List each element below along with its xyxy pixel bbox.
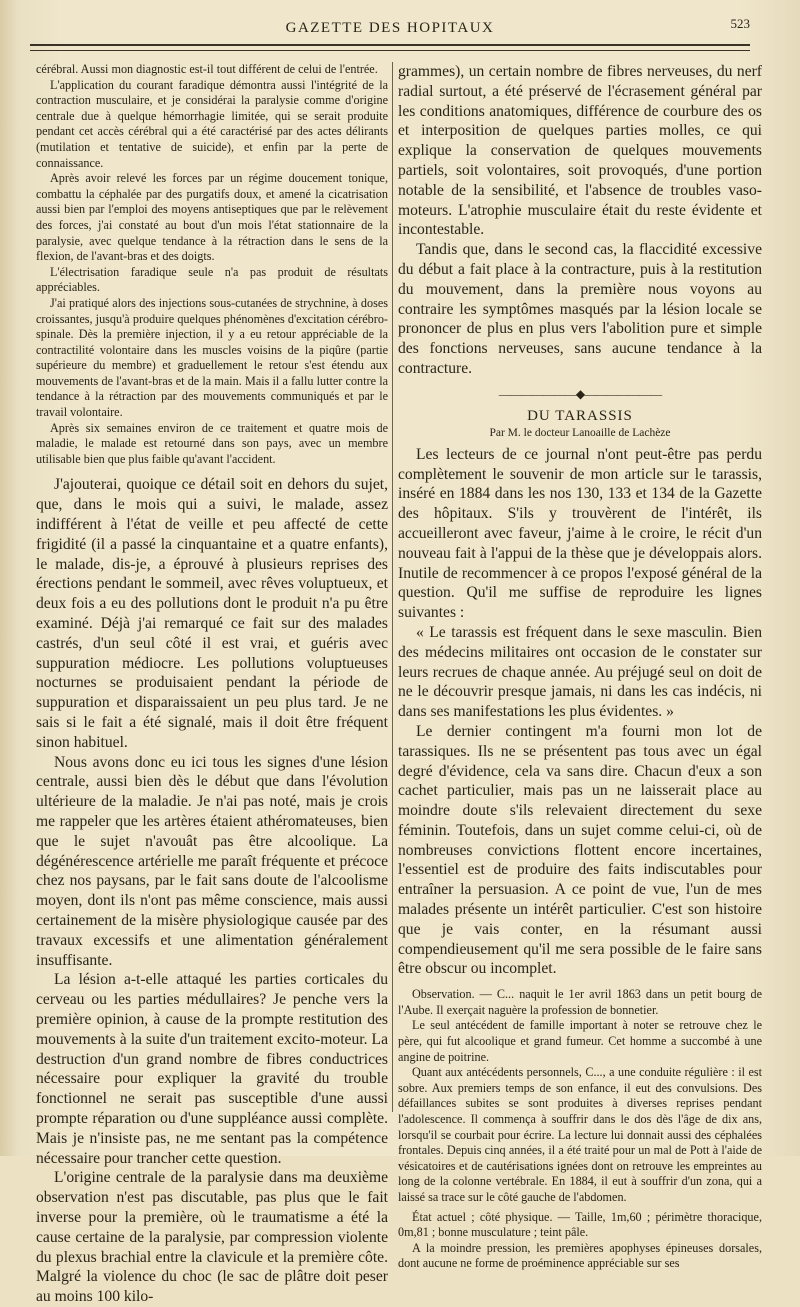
paragraph: grammes), un certain nombre de fibres nerveuses, du nerf radial surtout, a été préservé de l'écrasement général par les conditions anatomiques, différence de courbure des os et interposition de quelques parties molles, ce qui explique la conservation de quelques mouvements partiels, soit volontaires, soit provoqués, d'une portion notable de la sensibilité, et l'absence de troubles vaso-moteurs. L'atrophie musculaire était du reste évidente et incontestable. [398, 63, 762, 239]
paragraph: La lésion a-t-elle attaqué les parties corticales du cerveau ou les parties médullaires? Je penche vers la première opinion, à cause de la prompte restitution des mouvements à la suite d'un traitement excito-moteur. La destruction d'un grand nombre de fibres conductrices nécessaire pour expliquer la gravité du trouble fonctionnel ne serait pas susceptible d'une aussi prompte réparation ou d'une suppléance aussi complète. Mais je n'insiste pas, ne me sentant pas la compétence nécessaire pour trancher cette question. [36, 971, 388, 1167]
paragraph: L'origine centrale de la paralysie dans ma deuxième observation n'est pas discutable, pas plus que le fait inverse pour la première, où le traumatisme a été la cause certaine de la paralysie, par compression violente du plexus brachial entre la clavicule et la première côte. Malgré la violence du choc (le sac de plâtre doit peser au moins 100 kilo- [36, 1169, 388, 1306]
right-article-text [398, 445, 762, 980]
paragraph: Observation. — C... naquit le 1er avril 1863 dans un petit bourg de l'Aube. Il exerçait naguère la profession de bonnetier. [398, 987, 762, 1017]
paragraph: A la moindre pression, les premières apophyses épineuses dorsales, dont aucune ne forme de proéminence appréciable sur ses [398, 1240, 762, 1271]
paragraph: Le dernier contingent m'a fourni mon lot de tarassiques. Ils ne se présentent pas tous avec un égal degré d'évidence, cela va sans dire. Chacun d'eux a son cachet particulier, mais pas un ne laisserait place au moindre doute s'ils relevaient directement du sexe féminin. Toutefois, dans un sujet comme celui-ci, où de nombreuses convictions flottent encore incertaines, l'essentiel est de produire des faits indiscutables pour entraîner la persuasion. A ce point de vue, l'un de mes malades présente un intérêt particulier. C'est son histoire que je vais conter, en la résumant aussi compendieusement qu'il me sera possible de le faire sans être obscur ou incomplet. [398, 722, 762, 978]
paragraph: Nous avons donc eu ici tous les signes d'une lésion centrale, aussi bien dès le début que dans l'évolution ultérieure de la maladie. Je n'ai pas noté, mais je crois me rappeler que les artères étaient athéromateuses, bien que le sujet n'avouât pas être alcoolique. La dégénérescence artérielle me paraît fréquente et précoce chez nos paysans, par le fait sans doute de l'alcoolisme moyen, dont ils n'ont pas même conscience, mais aussi certainement de la misère physiologique causée par des travaux excessifs et une alimentation généralement insuffisante. [36, 753, 388, 969]
header-rule [30, 44, 750, 46]
column-divider [392, 62, 393, 1112]
paragraph: Quant aux antécédents personnels, C..., a une conduite régulière : il est sobre. Aux premiers temps de son enfance, il eut des convulsions. Des défaillances subites se sont produites à diverses reprises pendant l'adolescence. Il commença à souffrir dans le dos dès l'âge de dix ans, lorsqu'il se courbait pour écrire. La lecture lui donnait aussi des céphalées frontales. Depuis cinq années, il a été traité pour un mal de Pott à l'aide de vésicatoires et de cautérisations ignées dont on retrouve les empreintes au long de la colonne vertébrale. En 1884, il eut à souffrir d'un zona, qui a laissé sa trace sur le côté gauche de l'abdomen. [398, 1065, 762, 1204]
paragraph: Après six semaines environ de ce traitement et quatre mois de maladie, le malade est retourné dans son pays, avec un membre utilisable bien que plus faible qu'avant l'accident. [36, 420, 388, 466]
paragraph: L'application du courant faradique démontra aussi l'intégrité de la contraction musculaire, et je considérai la paralysie comme d'origine centrale due à quelque hémorrhagie limitée, qui se serait produite pendant cet accès cérébral qui a été caractérisé par des actes délirants (mutilation et tentative de suicide), et enfin par la perte de connaissance. [36, 77, 388, 170]
paragraph: État actuel ; côté physique. — Taille, 1m,60 ; périmètre thoracique, 0m,81 ; bonne musculature ; teint pâle. [398, 1209, 762, 1240]
left-large-text [36, 475, 388, 1306]
header-rule-thin [30, 50, 750, 51]
left-column [36, 62, 388, 1307]
paragraph: J'ai pratiqué alors des injections sous-cutanées de strychnine, à doses croissantes, jusqu'à produire quelques phénomènes d'excitation cérébro-spinale. Dès la première injection, il y a eu retour appréciable de la contractilité volontaire dans les muscles voisins de la piqûre (partie supérieure du membre) et graduellement le retour s'est étendu aux mouvements de l'avant-bras et de la main. Mais il a fallu lutter contre la tendance à la rétraction par des mouvements communiqués et par le travail volontaire. [36, 295, 388, 420]
journal-title: GAZETTE DES HOPITAUX [285, 20, 495, 36]
right-top-text [398, 62, 762, 379]
right-column [398, 62, 762, 1272]
article-byline: Par M. le docteur Lanoaille de Lachèze [489, 426, 671, 439]
page-number: 523 [730, 16, 750, 31]
observation-text [398, 987, 762, 1272]
paragraph: cérébral. Aussi mon diagnostic est-il tout différent de celui de l'entrée. [36, 62, 378, 76]
paragraph: « Le tarassis est fréquent dans le sexe masculin. Bien des médecins militaires ont occasion de le constater sur leurs recrues de chaque année. Au préjugé seul on doit de ne le découvrir presque jamais, ni dans les cas indécis, ni dans ses manifestations les plus évidentes. » [398, 623, 762, 721]
article-title: DU TARASSIS [527, 407, 633, 424]
paragraph: Après avoir relevé les forces par un régime doucement tonique, combattu la céphalée par des purgatifs doux, et amené la cicatrisation aussi bien par l'emploi des moyens antiseptiques que par le relèvement des forces, j'ai constaté au bout d'un mois l'état stationnaire de la paralysie, avec quelque tendance à la rétraction dans le sens de la flexion, de l'avant-bras et des doigts. [36, 171, 388, 264]
page-header [30, 14, 750, 44]
paragraph: L'électrisation faradique seule n'a pas produit de résultats appréciables. [36, 264, 388, 295]
paragraph: Les lecteurs de ce journal n'ont peut-être pas perdu complètement le souvenir de mon article sur le tarassis, inséré en 1884 dans les nos 130, 133 et 134 de la Gazette des hôpitaux. S'ils y trouvèrent de l'intérêt, ils accueilleront avec faveur, j'aime à le croire, le récit d'un nouveau fait à l'appui de la thèse que je développais alors. Inutile de recommencer à ce propos l'exposé général de la question. Qu'il me suffise de reproduire les lignes suivantes : [398, 445, 762, 622]
left-small-text [36, 62, 388, 467]
paragraph: J'ajouterai, quoique ce détail soit en dehors du sujet, que, dans le mois qui a suivi, le malade, assez indifférent à l'état de veille et peu affecté de cette frigidité (il a passé la cinquantaine et a quatre enfants), le malade, dis-je, a éprouvé à plusieurs reprises des érections pendant le sommeil, avec rêves voluptueux, et deux fois a eu des pollutions dont le produit n'a pu être examiné. Déjà j'ai remarqué ce fait sur des malades castrés, d'un seul côté il est vrai, et guéris avec suppuration médiocre. Les pollutions voluptueuses nocturnes se produisaient pendant la période de suppuration et disparaissaient un peu plus tard. Je ne sais si le fait a été signalé, mais il doit être fréquent sinon habituel. [36, 476, 388, 751]
paragraph: Tandis que, dans le second cas, la flaccidité excessive du début a fait place à la contracture, puis à la restitution du mouvement, dans la première nous voyons au contraire les symptômes masqués par la lésion locale se prononcer de plus en plus vers l'abolition pure et simple des fonctions nerveuses, sans aucune tendance à la contracture. [398, 241, 762, 377]
section-ornament: ———————◆——————— [498, 386, 662, 401]
paragraph: Le seul antécédent de famille important à noter se retrouve chez le père, qui fut alcoolique et grand fumeur. Cet homme a succombé à une angine de poitrine. [398, 1018, 762, 1064]
